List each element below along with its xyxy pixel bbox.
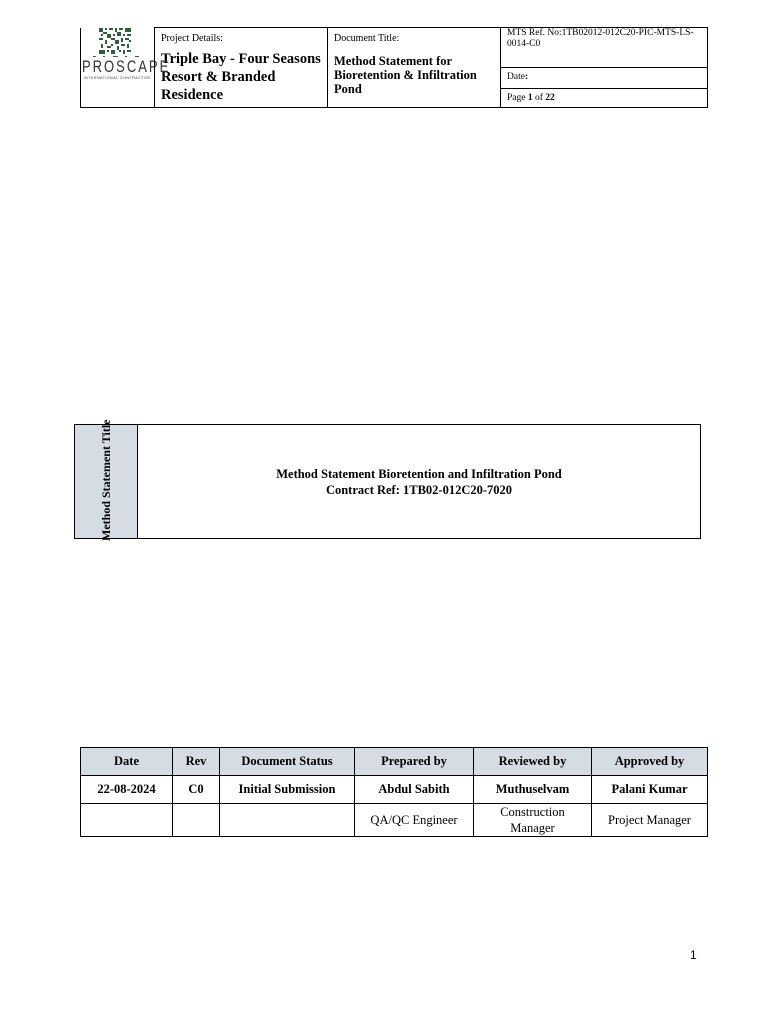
cell-role-rev [173,804,220,837]
document-header [80,27,708,108]
reference-cell [501,28,708,108]
page-of: of [534,93,543,103]
cell-role-approved: Project Manager [592,804,708,837]
table-row [81,776,708,804]
company-logo [81,28,171,106]
project-details-cell [155,28,328,108]
cell-role-status [220,804,355,837]
date-label: Date [507,72,525,82]
cell-role-reviewed: Construction Manager [474,804,592,837]
cell-role-prepared: QA/QC Engineer [355,804,474,837]
contract-reference: Contract Ref: 1TB02-012C20-7020 [325,482,513,497]
page-total: 22 [545,93,555,103]
title-content [138,425,700,538]
method-statement-title: Method Statement Bioretention and Infiltration Pond [276,466,562,481]
project-name: Triple Bay - Four Seasons Resort & Branded Residence [161,51,321,103]
logo-wordmark: PROSCAPE [82,56,171,76]
page-current: 1 [527,93,533,103]
project-details-label: Project Details: [161,33,223,44]
header-rev: Rev [173,748,220,776]
page-number: 1 [690,948,697,962]
header-reviewed-by: Reviewed by [474,748,592,776]
revision-header-row [81,748,708,776]
page-count [501,89,707,107]
document-title-cell [328,28,501,108]
table-row [81,804,708,837]
mts-reference: MTS Ref. No:1TB02012-012C20-PIC-MTS-LS-0014-C0 [501,28,707,68]
cell-date: 22-08-2024 [81,776,173,804]
header-approved-by: Approved by [592,748,708,776]
revision-table [80,747,708,837]
qr-pattern-icon [99,28,131,54]
logo-tagline: INTERNATIONAL CONTRACTOR [83,75,151,80]
header-prepared-by: Prepared by [355,748,474,776]
date-field [501,68,707,89]
header-date: Date [81,748,173,776]
page-prefix: Page [507,93,526,103]
method-statement-title-box [74,419,701,541]
title-side-label: Method Statement Title [99,419,113,541]
date-colon: : [524,72,529,82]
document-title-label: Document Title: [334,33,400,44]
cell-document-status: Initial Submission [220,776,355,804]
cell-rev: C0 [173,776,220,804]
cell-approved-by: Palani Kumar [592,776,708,804]
cell-prepared-by: Abdul Sabith [355,776,474,804]
cell-role-date [81,804,173,837]
title-side-panel [75,419,138,541]
document-title: Method Statement for Bioretention & Infiltration Pond [334,54,477,96]
header-document-status: Document Status [220,748,355,776]
cell-reviewed-by: Muthuselvam [474,776,592,804]
logo-cell [81,28,171,108]
